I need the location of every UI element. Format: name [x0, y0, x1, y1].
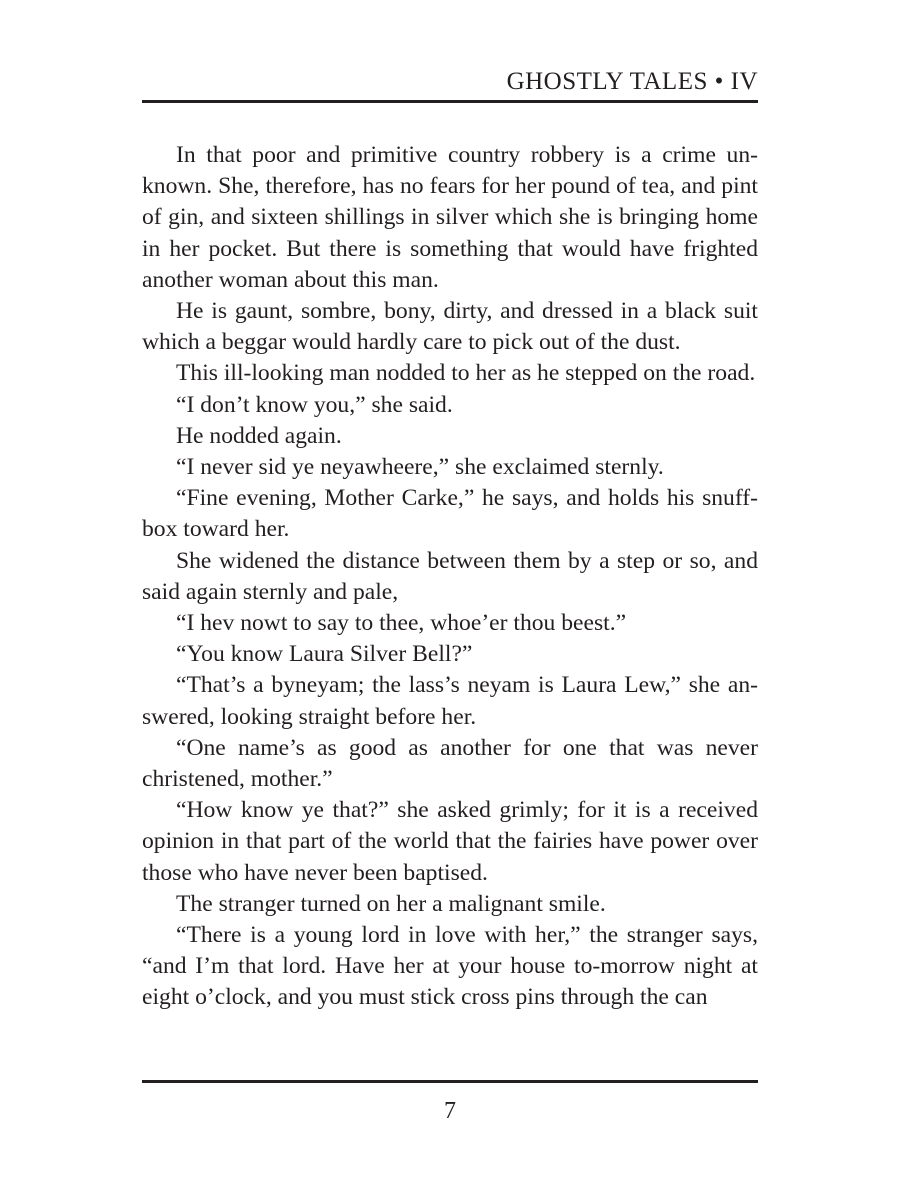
paragraph: “I hev nowt to say to thee, whoe’er thou beest.” [176, 610, 627, 637]
paragraph: This ill-looking man nodded to her as he stepped on the road. [176, 360, 756, 387]
page-number: 7 [444, 1098, 456, 1124]
paragraph: “I don’t know you,” she said. [176, 391, 453, 418]
paragraph: In that poor and primitive country robbery is a crime unknown. She, therefore, has no fears for her pound of tea, and pint of gin, and sixteen shillings in silver which she is bringing home in her pocket. But there is something that would have frighted another woman about this man. [142, 142, 758, 293]
paragraph: “How know ye that?” she asked grimly; for it is a received opinion in that part of the world that the fairies have power over those who have never been baptised. [142, 797, 758, 886]
paragraph: “Fine evening, Mother Carke,” he says, and holds his snuffbox toward her. [142, 485, 758, 543]
paragraph: The stranger turned on her a malignant smile. [176, 890, 606, 917]
paragraph: “You know Laura Silver Bell?” [176, 641, 473, 668]
running-head: GHOSTLY TALES • IV [506, 68, 758, 95]
paragraph: “One name’s as good as another for one that was never christened, mother.” [142, 734, 758, 793]
paragraph: She widened the distance between them by a step or so, and said again sternly and pale, [142, 547, 758, 605]
footer-rule [142, 1080, 758, 1083]
header-rule [142, 100, 758, 103]
paragraph: He nodded again. [176, 422, 342, 449]
paragraph: He is gaunt, sombre, bony, dirty, and dressed in a black suit which a beggar would hardly care to pick out of the dust. [142, 298, 758, 356]
paragraph: “That’s a byneyam; the lass’s neyam is Laura Lew,” she answered, looking straight before her. [142, 672, 758, 730]
paragraph: “I never sid ye neyawheere,” she exclaimed sternly. [176, 454, 664, 481]
body-text [142, 140, 758, 1014]
paragraph: “There is a young lord in love with her,” the stranger says, “and I’m that lord. Have her at your house to-morrow night at eight o’clock, and you must stick cross pins through the can [142, 922, 758, 1011]
